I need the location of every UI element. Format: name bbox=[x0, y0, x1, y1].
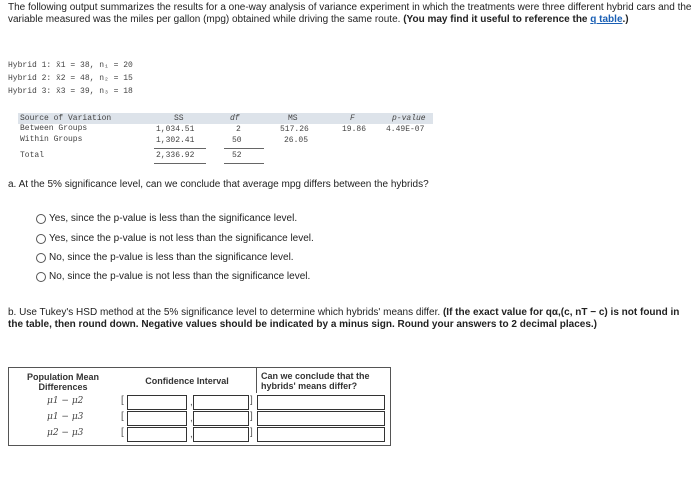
anova-table bbox=[18, 113, 433, 169]
radio-button-icon[interactable] bbox=[36, 253, 46, 263]
anova-between-ss: 1,034.51 bbox=[156, 125, 195, 134]
anova-between-f: 19.86 bbox=[342, 125, 367, 134]
tukey-row3-upper-input[interactable] bbox=[193, 427, 249, 442]
question-b-bold-note: (If the exact value for qα,(c, nT − c) is not found in the table, then round down. Negative values should be indicated by a minus sign. Round your answers to 2 decimal places.) bbox=[8, 307, 680, 330]
tukey-row2-comma: , bbox=[190, 413, 193, 424]
tukey-row1-close-bracket: ] bbox=[250, 395, 253, 406]
radio-button-icon[interactable] bbox=[36, 214, 46, 224]
radio-button-icon[interactable] bbox=[36, 234, 46, 244]
tukey-row2-close-bracket: ] bbox=[250, 411, 253, 422]
tukey-row1-lower-input[interactable] bbox=[127, 395, 187, 410]
tukey-row1-conclusion-select[interactable] bbox=[257, 395, 385, 410]
tukey-row3-comma: , bbox=[190, 429, 193, 440]
anova-between-label: Between Groups bbox=[20, 124, 88, 133]
tukey-row2-conclusion-select[interactable] bbox=[257, 411, 385, 426]
anova-between-ms: 517.26 bbox=[280, 125, 309, 134]
question-a-label: a. At the 5% significance level, can we conclude that average mpg differs between the hybrids? bbox=[8, 179, 429, 190]
tukey-row3-close-bracket: ] bbox=[250, 427, 253, 438]
question-b-text bbox=[8, 307, 694, 331]
tukey-row1-pair: μ1 − μ2 bbox=[47, 396, 84, 406]
tukey-row2-pair: μ1 − μ3 bbox=[47, 412, 84, 422]
intro-text: The following output summarizes the results for a one-way analysis of variance experiment in which the treatments were three different hybrid cars and the variable measured was the miles per gallon (mpg) obtained while driving the same route. bbox=[8, 2, 692, 25]
anova-header-ms: MS bbox=[288, 114, 298, 123]
anova-total-ss: 2,336.92 bbox=[156, 151, 195, 160]
tukey-row2-lower-input[interactable] bbox=[127, 411, 187, 426]
q-table-link[interactable]: q table bbox=[590, 14, 623, 25]
tukey-row3-open-bracket: [ bbox=[121, 427, 124, 438]
intro-bold-note: (You may find it useful to reference the q table.) bbox=[403, 14, 629, 25]
tukey-col3-divider bbox=[256, 368, 257, 393]
option-a2-text: Yes, since the p-value is not less than the significance level. bbox=[49, 233, 314, 244]
tukey-row3-conclusion-select[interactable] bbox=[257, 427, 385, 442]
tukey-col2-header: Confidence Interval bbox=[145, 376, 229, 386]
anova-header-f: F bbox=[350, 114, 355, 123]
tukey-row2-upper-input[interactable] bbox=[193, 411, 249, 426]
anova-header-ss: SS bbox=[174, 114, 184, 123]
anova-within-df: 50 bbox=[232, 136, 242, 145]
tukey-row1-open-bracket: [ bbox=[121, 395, 124, 406]
anova-within-label: Within Groups bbox=[20, 135, 83, 144]
option-a1-text: Yes, since the p-value is less than the significance level. bbox=[49, 213, 298, 224]
option-a3-text: No, since the p-value is less than the significance level. bbox=[49, 252, 294, 263]
option-a4-text: No, since the p-value is not less than the significance level. bbox=[49, 271, 311, 282]
hybrid-1-summary: Hybrid 1: x̄1 = 38, n₁ = 20 bbox=[8, 61, 133, 70]
tukey-row3-lower-input[interactable] bbox=[127, 427, 187, 442]
anova-header-df: df bbox=[230, 114, 240, 123]
tukey-table bbox=[8, 367, 391, 446]
option-a1[interactable] bbox=[36, 213, 297, 224]
anova-total-rule-df bbox=[224, 148, 264, 149]
option-a3[interactable] bbox=[36, 252, 294, 263]
tukey-row3-pair: μ2 − μ3 bbox=[47, 428, 84, 438]
tukey-col3-header: Can we conclude that the hybrids' means differ? bbox=[261, 371, 370, 391]
intro-paragraph bbox=[8, 2, 694, 26]
option-a4[interactable] bbox=[36, 271, 310, 282]
tukey-row2-open-bracket: [ bbox=[121, 411, 124, 422]
anova-between-pvalue: 4.49E-07 bbox=[386, 125, 425, 134]
radio-button-icon[interactable] bbox=[36, 272, 46, 282]
anova-end-rule-df bbox=[224, 163, 264, 164]
anova-total-df: 52 bbox=[232, 151, 242, 160]
anova-between-df: 2 bbox=[236, 125, 241, 134]
option-a2[interactable] bbox=[36, 233, 314, 244]
hybrid-2-summary: Hybrid 2: x̄2 = 48, n₂ = 15 bbox=[8, 74, 133, 83]
anova-total-rule-ss bbox=[154, 148, 206, 149]
tukey-row1-upper-input[interactable] bbox=[193, 395, 249, 410]
anova-header-pvalue: p-value bbox=[392, 114, 426, 123]
anova-header-source: Source of Variation bbox=[20, 114, 112, 123]
anova-total-label: Total bbox=[20, 151, 45, 160]
hybrid-3-summary: Hybrid 3: x̄3 = 39, n₃ = 18 bbox=[8, 87, 133, 96]
anova-end-rule-ss bbox=[154, 163, 206, 164]
tukey-row1-comma: , bbox=[190, 397, 193, 408]
anova-within-ss: 1,302.41 bbox=[156, 136, 195, 145]
anova-within-ms: 26.05 bbox=[284, 136, 309, 145]
tukey-col1-header: Population Mean Differences bbox=[27, 372, 99, 392]
question-b-instruction: b. Use Tukey's HSD method at the 5% significance level to determine which hybrids' means differ. bbox=[8, 307, 441, 318]
